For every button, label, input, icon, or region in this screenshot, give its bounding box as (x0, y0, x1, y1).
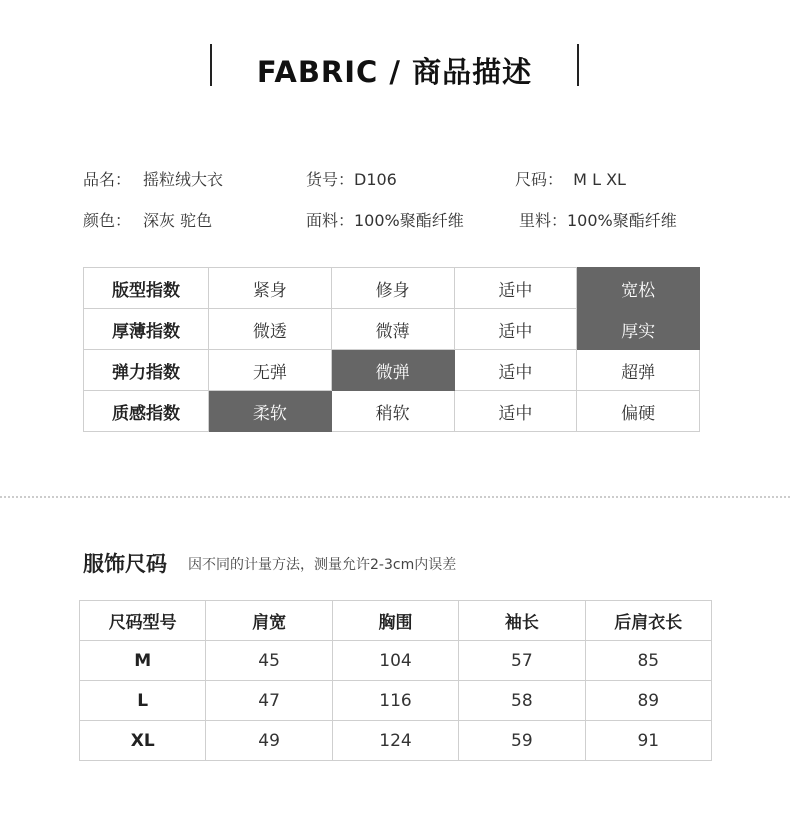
size-table-cell: 124 (332, 721, 458, 761)
size-table-cell: 85 (585, 641, 711, 681)
index-option: 偏硬 (577, 391, 700, 432)
product-color-label: 颜色： (83, 211, 132, 230)
size-table-size-cell: L (80, 681, 206, 721)
size-table-cell: 58 (459, 681, 585, 721)
index-option: 微透 (209, 309, 332, 350)
size-table-cell: 45 (206, 641, 332, 681)
index-option-selected: 微弹 (331, 350, 454, 391)
size-table-cell: 59 (459, 721, 585, 761)
index-option: 稍软 (331, 391, 454, 432)
size-table-cell: 57 (459, 641, 585, 681)
index-row (84, 309, 700, 350)
size-table-cell: 49 (206, 721, 332, 761)
index-row-label: 质感指数 (84, 391, 209, 432)
size-section-note: 因不同的计量方法，测量允许2-3cm内误差 (188, 557, 457, 573)
index-row (84, 268, 700, 309)
size-table-cell: 91 (585, 721, 711, 761)
index-option: 适中 (454, 309, 577, 350)
index-option: 适中 (454, 391, 577, 432)
index-row-label: 弹力指数 (84, 350, 209, 391)
index-option-selected: 宽松 (577, 268, 700, 309)
size-table-row (80, 681, 712, 721)
size-table (79, 600, 712, 761)
index-option: 适中 (454, 268, 577, 309)
index-option: 无弹 (209, 350, 332, 391)
size-table-header-cell: 胸围 (332, 601, 458, 641)
index-row-label: 版型指数 (84, 268, 209, 309)
size-table-header-cell: 尺码型号 (80, 601, 206, 641)
size-table-cell: 116 (332, 681, 458, 721)
product-fabric: 面料：100%聚酯纤维 (306, 211, 464, 230)
product-color-value: 深灰 驼色 (143, 211, 213, 230)
index-option: 修身 (331, 268, 454, 309)
header-right-bar (577, 44, 579, 86)
size-table-header-cell: 袖长 (459, 601, 585, 641)
size-table-header-row (80, 601, 712, 641)
index-option: 紧身 (209, 268, 332, 309)
index-table (83, 267, 700, 432)
index-row (84, 391, 700, 432)
index-row-label: 厚薄指数 (84, 309, 209, 350)
product-name-value: 摇粒绒大衣 (143, 170, 224, 189)
size-table-header-cell: 后肩衣长 (585, 601, 711, 641)
index-option: 适中 (454, 350, 577, 391)
size-table-cell: 47 (206, 681, 332, 721)
index-row (84, 350, 700, 391)
dotted-divider (0, 496, 790, 498)
index-option: 微薄 (331, 309, 454, 350)
section-header (0, 44, 790, 88)
size-table-cell: 104 (332, 641, 458, 681)
page-title: FABRIC / 商品描述 (256, 55, 533, 89)
size-table-row (80, 721, 712, 761)
size-table-header-cell: 肩宽 (206, 601, 332, 641)
size-table-row (80, 641, 712, 681)
size-table-size-cell: XL (80, 721, 206, 761)
product-name-label: 品名： (83, 170, 132, 189)
size-table-cell: 89 (585, 681, 711, 721)
product-lining: 里料：100%聚酯纤维 (519, 211, 677, 230)
index-option-selected: 柔软 (209, 391, 332, 432)
index-option: 超弹 (577, 350, 700, 391)
index-option-selected: 厚实 (577, 309, 700, 350)
size-section-title: 服饰尺码 (83, 552, 167, 576)
product-sizes: 尺码： M L XL (515, 170, 626, 189)
product-sku: 货号：D106 (306, 170, 397, 189)
size-table-size-cell: M (80, 641, 206, 681)
